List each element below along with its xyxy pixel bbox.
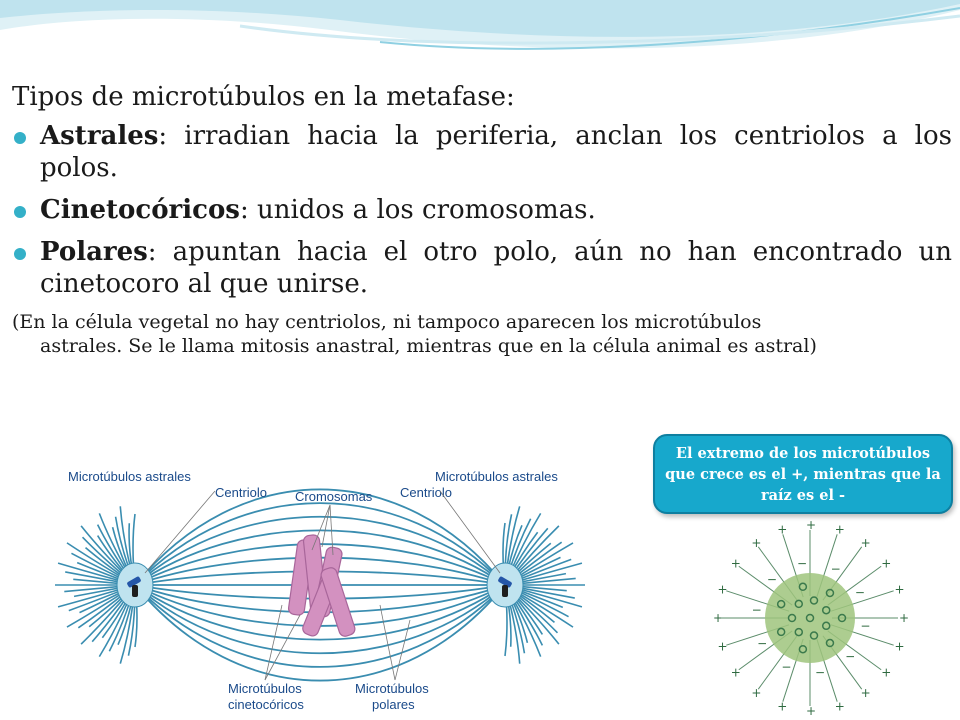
svg-text:+: + [777,699,788,714]
svg-text:+: + [834,699,845,714]
label-astral-left: Microtúbulos astrales [68,469,191,484]
note-line-2: astrales. Se le llama mitosis anastral, mientras que en la célula animal es astral) [40,335,817,357]
label-cinetocoricos-1: Microtúbulos [228,681,302,696]
microtubule-polarity-diagram [710,518,910,720]
svg-text:+: + [751,686,762,701]
bullet-polares [12,236,952,300]
svg-text:+: + [881,556,892,571]
svg-text:−: − [830,561,841,576]
svg-text:−: − [781,660,792,675]
svg-text:+: + [894,639,905,654]
svg-text:−: − [854,585,865,600]
bullet-cinetocoricos [12,194,952,226]
label-centriolo-left: Centriolo [215,485,268,500]
label-cromosomas: Cromosomas [295,489,373,504]
header-wave [0,0,960,80]
svg-text:+: + [717,639,728,654]
svg-text:−: − [797,556,808,571]
svg-text:+: + [806,518,817,532]
svg-text:+: + [730,556,741,571]
label-centriolo-right: Centriolo [400,485,453,500]
svg-text:+: + [806,704,817,718]
bullet-text: : unidos a los cromosomas. [239,195,596,225]
svg-text:−: − [757,636,768,651]
svg-text:−: − [860,619,871,634]
intro-text: Tipos de microtúbulos en la metafase: [12,82,515,112]
content [12,80,952,358]
svg-text:+: + [899,611,910,625]
svg-text:−: − [751,602,762,617]
label-astral-right: Microtúbulos astrales [435,469,558,484]
svg-text:+: + [777,522,788,537]
svg-text:+: + [730,665,741,680]
label-polares-1: Microtúbulos [355,681,429,696]
bullet-dot-icon [14,132,26,144]
label-cinetocoricos-2: cinetocóricos [228,697,304,712]
bullet-term: Polares [40,237,148,267]
svg-text:+: + [894,582,905,597]
pole-center-icon [765,573,855,663]
label-polares-2: polares [372,697,415,712]
svg-text:−: − [814,665,826,680]
svg-text:−: − [766,572,777,587]
mitosis-spindle-diagram [50,455,595,720]
svg-text:+: + [834,522,845,537]
callout-box [653,434,953,514]
note-line-1: (En la célula vegetal no hay centriolos, ni tampoco aparecen los microtúbulos [12,311,762,333]
svg-text:+: + [751,535,762,550]
svg-text:+: + [860,535,871,550]
callout-text: El extremo de los microtúbulos que crece es el +, mientras que la raíz es el - [665,444,941,504]
bullet-astrales [12,120,952,184]
bullet-text: : irradian hacia la periferia, anclan los centriolos a los polos. [40,121,952,183]
bullet-dot-icon [14,206,26,218]
svg-text:−: − [845,649,856,664]
svg-text:+: + [717,582,728,597]
bullet-term: Astrales [40,121,159,151]
svg-text:+: + [713,611,724,625]
note-paragraph [12,310,952,358]
bullet-dot-icon [14,248,26,260]
bullet-text: : apuntan hacia el otro polo, aún no han encontrado un cinetocoro al que unirse. [40,237,952,299]
bullet-term: Cinetocóricos [40,195,240,225]
svg-text:+: + [881,665,892,680]
svg-text:+: + [860,686,871,701]
